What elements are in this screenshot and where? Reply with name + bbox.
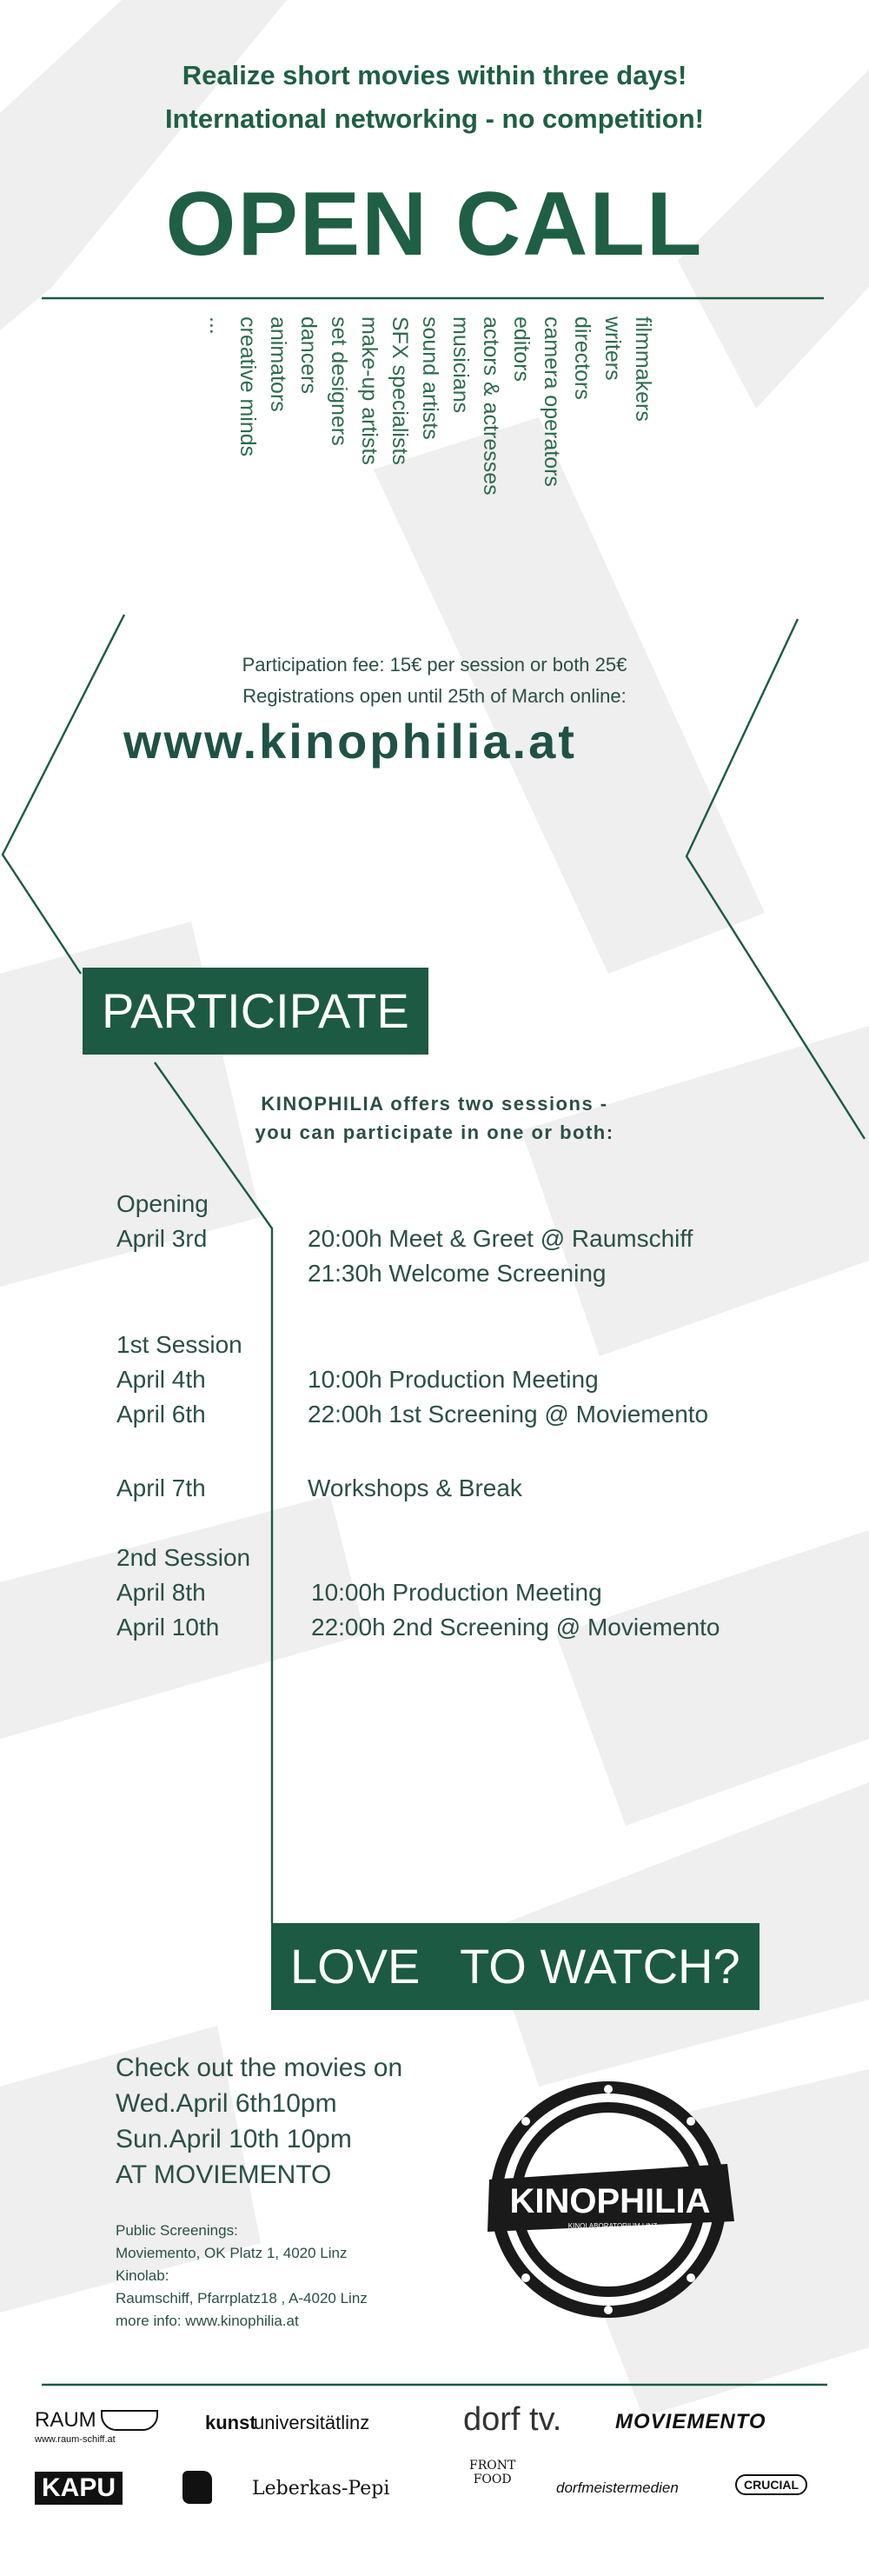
raum-logo: RAUM bbox=[35, 2408, 96, 2432]
role-item: set designers bbox=[327, 316, 351, 446]
screening-info bbox=[116, 2050, 402, 2193]
sessions-intro-2: you can participate in one or both: bbox=[255, 1122, 614, 1143]
role-item: musicians bbox=[448, 316, 473, 414]
page-title: OPEN CALL bbox=[165, 174, 704, 275]
kunstuni-logo-part-2: universitätlinz bbox=[254, 2412, 370, 2433]
dorftv-logo: dorf tv. bbox=[463, 2401, 562, 2438]
venue-info bbox=[116, 2220, 368, 2333]
role-item: make-up artists bbox=[357, 316, 381, 465]
role-item: sound artists bbox=[418, 316, 442, 440]
screening-line: Check out the movies on bbox=[116, 2053, 403, 2082]
participation-fee: Participation fee: 15€ per session or both 25€ bbox=[242, 654, 627, 676]
roles-list bbox=[202, 316, 658, 525]
schedule-date: April 3rd bbox=[116, 1225, 208, 1252]
role-item: filmmakers bbox=[631, 316, 655, 422]
schedule-event: Workshops & Break bbox=[308, 1474, 522, 1501]
logo-text: KINOPHILIA bbox=[509, 2182, 711, 2220]
kapu-logo: KAPU bbox=[35, 2472, 123, 2505]
role-item: actors & actresses bbox=[479, 316, 503, 496]
role-item: SFX specialists bbox=[388, 316, 412, 465]
media-logo: dorfmeistermedien bbox=[556, 2479, 679, 2496]
role-item: directors bbox=[570, 316, 594, 400]
role-item: creative minds bbox=[235, 316, 260, 457]
logo-subtext: KINOLABORATORIUM LINZ bbox=[567, 2222, 658, 2230]
crucial-logo: CRUCIAL bbox=[735, 2474, 807, 2495]
schedule-event: 22:00h 1st Screening @ Moviemento bbox=[308, 1401, 709, 1428]
schedule-event: 21:30h Welcome Screening bbox=[308, 1260, 607, 1287]
schedule-event: 22:00h 2nd Screening @ Moviemento bbox=[311, 1614, 720, 1641]
front-food-line-2: FOOD bbox=[473, 2473, 512, 2486]
role-item: writers bbox=[600, 316, 625, 381]
role-item: editors bbox=[509, 316, 534, 383]
tagline-1: Realize short movies within three days! bbox=[182, 60, 687, 90]
session-2-heading: 2nd Session bbox=[116, 1544, 251, 1571]
venue-line: Raumschiff, Pfarrplatz18 , A-4020 Linz bbox=[116, 2290, 368, 2306]
tagline-2: International networking - no competition! bbox=[165, 103, 704, 134]
venue-line: more info: www.kinophilia.at bbox=[116, 2313, 299, 2329]
schedule-date: April 6th bbox=[116, 1401, 206, 1428]
screening-line: Wed.April 6th10pm bbox=[116, 2089, 337, 2118]
black-blob-logo bbox=[182, 2471, 212, 2504]
kinophilia-logo bbox=[482, 2073, 734, 2326]
venue-line: Kinolab: bbox=[116, 2267, 169, 2284]
session-1-heading: 1st Session bbox=[116, 1331, 242, 1358]
screening-line: Sun.April 10th 10pm bbox=[116, 2125, 352, 2153]
schedule-date: April 10th bbox=[116, 1614, 220, 1641]
schedule-event: 10:00h Production Meeting bbox=[308, 1366, 599, 1393]
website-link[interactable]: www.kinophilia.at bbox=[123, 714, 577, 769]
screening-line: AT MOVIEMENTO bbox=[116, 2160, 332, 2189]
schedule-date: April 8th bbox=[116, 1579, 206, 1606]
opening-heading: Opening bbox=[116, 1190, 209, 1217]
schedule-event: 10:00h Production Meeting bbox=[311, 1579, 602, 1606]
front-food-logo bbox=[469, 2459, 515, 2486]
schedule-date: April 7th bbox=[116, 1474, 206, 1501]
venue-line: Moviemento, OK Platz 1, 4020 Linz bbox=[116, 2245, 348, 2261]
venue-line: Public Screenings: bbox=[116, 2222, 238, 2239]
moviemento-logo: MOVIEMENTO bbox=[615, 2410, 766, 2433]
front-food-line-1: FRONT bbox=[469, 2459, 516, 2473]
schedule-event: 20:00h Meet & Greet @ Raumschiff bbox=[308, 1225, 693, 1252]
role-item: dancers bbox=[296, 316, 321, 394]
role-item: camera operators bbox=[540, 316, 564, 487]
registration-deadline: Registrations open until 25th of March online: bbox=[242, 685, 627, 707]
role-item: animators bbox=[266, 316, 290, 412]
participate-banner: PARTICIPATE bbox=[83, 968, 428, 1055]
love-to-watch-banner: LOVE TO WATCH? bbox=[271, 1923, 760, 2010]
leberkas-pepi-logo: Leberkas-Pepi bbox=[252, 2478, 390, 2499]
schedule-date: April 4th bbox=[116, 1366, 206, 1393]
role-item: ... bbox=[205, 316, 229, 335]
raum-url: www.raum-schiff.at bbox=[35, 2434, 116, 2445]
sessions-intro-1: KINOPHILIA offers two sessions - bbox=[261, 1093, 608, 1115]
ship-icon bbox=[101, 2410, 158, 2431]
kunstuni-logo-part-1: kunst bbox=[205, 2412, 256, 2433]
